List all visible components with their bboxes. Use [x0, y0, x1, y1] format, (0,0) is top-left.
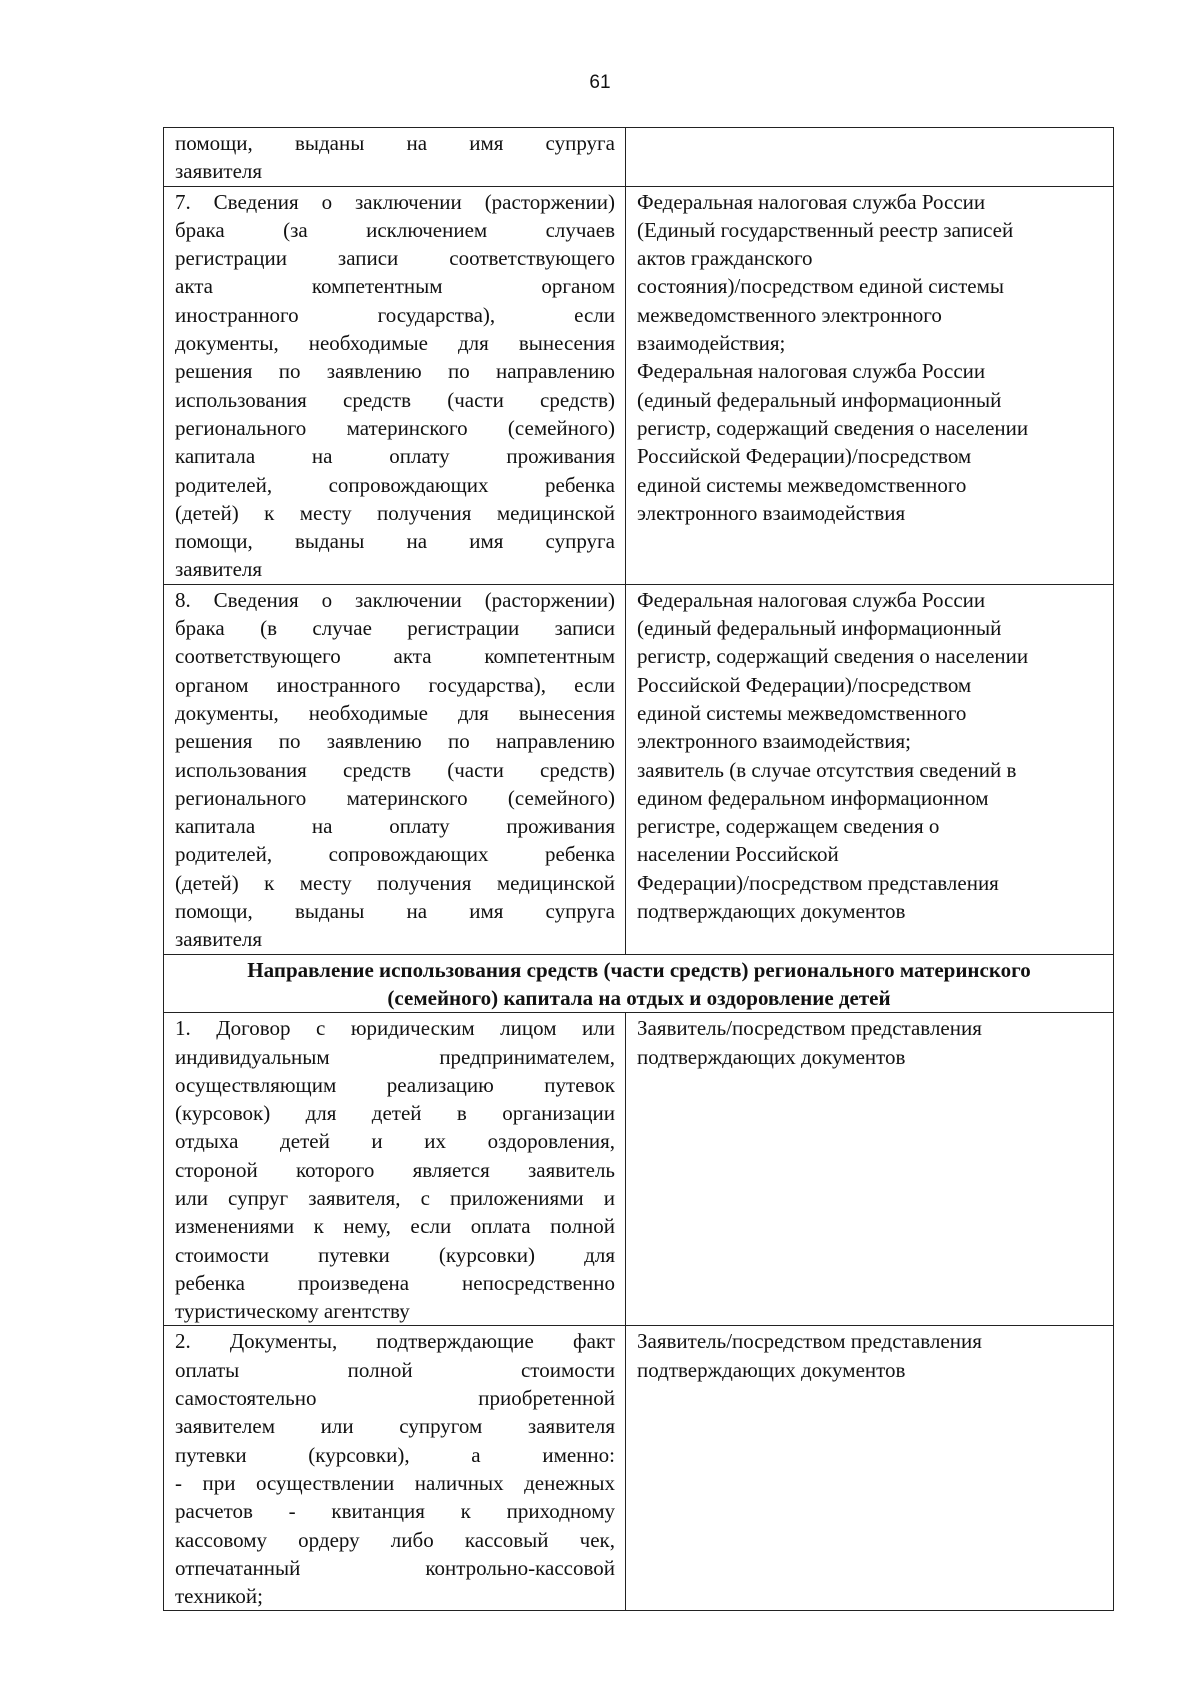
cell-text-line: заявителя — [175, 159, 263, 184]
table-row — [164, 1013, 1114, 1326]
cell-text-line: стоимости путевки (курсовки) для — [175, 1242, 615, 1267]
cell-text-line: Заявитель/посредством представления — [637, 1016, 982, 1041]
cell-text-line: стороной которого является заявитель — [175, 1157, 615, 1182]
cell-text-line: регистре, содержащем сведения о — [637, 814, 940, 839]
cell-text-line: документы, необходимые для вынесения — [175, 331, 615, 356]
cell-text-line: помощи, выданы на имя супруга — [175, 529, 615, 554]
cell-text-line: решения по заявлению по направлению — [175, 359, 615, 384]
cell-text-line: родителей, сопровождающих ребенка — [175, 842, 615, 867]
table-row — [164, 1326, 1114, 1611]
cell-text-line: подтверждающих документов — [637, 1044, 906, 1069]
cell-text-line: родителей, сопровождающих ребенка — [175, 472, 615, 497]
cell-text-line: (Единый государственный реестр записей — [637, 217, 1014, 242]
cell-text-line: - при осуществлении наличных денежных — [175, 1470, 615, 1495]
cell-text-line: регионального материнского (семейного) — [175, 785, 615, 810]
cell-text-line: соответствующего акта компетентным — [175, 644, 615, 669]
cell-text-line: Российской Федерации)/посредством — [637, 672, 972, 697]
cell-text-line: регионального материнского (семейного) — [175, 415, 615, 440]
cell-text-line: межведомственного электронного — [637, 302, 942, 327]
cell-text-line: индивидуальным предпринимателем, — [175, 1044, 615, 1069]
cell-text-line: актов гражданского — [637, 246, 813, 271]
document-source-cell — [626, 584, 1114, 954]
cell-text-line: отпечатанный контрольно-кассовой — [175, 1555, 615, 1580]
document-name-cell — [164, 186, 626, 584]
cell-text-line: единой системы межведомственного — [637, 700, 967, 725]
cell-text-line: едином федеральном информационном — [637, 785, 989, 810]
cell-text-line: использования средств (части средств) — [175, 387, 615, 412]
cell-text-line: населении Российской — [637, 842, 839, 867]
document-source-cell — [626, 1326, 1114, 1611]
documents-table — [163, 127, 1114, 1611]
cell-text-line: заявителя — [175, 927, 263, 952]
cell-text-line: (единый федеральный информационный — [637, 387, 1002, 412]
cell-text-line: ребенка произведена непосредственно — [175, 1270, 615, 1295]
cell-text-line: заявителя — [175, 557, 263, 582]
cell-text-line: кассовому ордеру либо кассовый чек, — [175, 1527, 615, 1552]
cell-text-line: брака (в случае регистрации записи — [175, 616, 615, 641]
cell-text-line: Федерации)/посредством представления — [637, 870, 999, 895]
cell-text-line: Федеральная налоговая служба России — [637, 189, 986, 214]
cell-text-line: капитала на оплату проживания — [175, 444, 615, 469]
cell-text-line: электронного взаимодействия; — [637, 729, 911, 754]
cell-text-line: акта компетентным органом — [175, 274, 615, 299]
cell-text-line: изменениями к нему, если оплата полной — [175, 1214, 615, 1239]
cell-text-line: техникой; — [175, 1584, 263, 1609]
cell-text-line: осуществляющим реализацию путевок — [175, 1072, 615, 1097]
cell-text-line: (детей) к месту получения медицинской — [175, 500, 615, 525]
document-source-cell — [626, 128, 1114, 187]
table-row — [164, 128, 1114, 187]
cell-text-line: Федеральная налоговая служба России — [637, 587, 986, 612]
document-name-cell — [164, 584, 626, 954]
cell-text-line: использования средств (части средств) — [175, 757, 615, 782]
cell-text-line: капитала на оплату проживания — [175, 814, 615, 839]
cell-text-line: (курсовок) для детей в организации — [175, 1101, 615, 1126]
cell-text-line: отдыха детей и их оздоровления, — [175, 1129, 615, 1154]
cell-text-line: Федеральная налоговая служба России — [637, 359, 986, 384]
cell-text-line: путевки (курсовки), а именно: — [175, 1442, 615, 1467]
cell-text-line: помощи, выданы на имя супруга — [175, 899, 615, 924]
cell-text-line: самостоятельно приобретенной — [175, 1386, 615, 1411]
cell-text-line: взаимодействия; — [637, 331, 786, 356]
section-heading-line: Направление использования средств (части средств) регионального материнского — [247, 957, 1031, 982]
cell-text-line: (единый федеральный информационный — [637, 616, 1002, 641]
cell-text-line: иностранного государства), если — [175, 302, 615, 327]
cell-text-line: заявителем или супругом заявителя — [175, 1414, 615, 1439]
section-heading — [164, 954, 1114, 1013]
document-name-cell — [164, 1326, 626, 1611]
cell-text-line: регистрации записи соответствующего — [175, 246, 615, 271]
cell-text-line: регистр, содержащий сведения о населении — [637, 644, 1029, 669]
cell-text-line: документы, необходимые для вынесения — [175, 700, 615, 725]
cell-text-line: 1. Договор с юридическим лицом или — [175, 1016, 615, 1041]
cell-text-line: туристическому агентству — [175, 1299, 410, 1324]
cell-text-line: 7. Сведения о заключении (расторжении) — [175, 189, 615, 214]
cell-text-line: расчетов - квитанция к приходному — [175, 1499, 615, 1524]
cell-text-line: помощи, выданы на имя супруга — [175, 131, 615, 155]
cell-text-line: подтверждающих документов — [637, 899, 906, 924]
cell-text-line: единой системы межведомственного — [637, 472, 967, 497]
document-source-cell — [626, 1013, 1114, 1326]
cell-text-line: состояния)/посредством единой системы — [637, 274, 1004, 299]
document-source-cell — [626, 186, 1114, 584]
cell-text-line: электронного взаимодействия — [637, 500, 906, 525]
cell-text-line: оплаты полной стоимости — [175, 1357, 615, 1382]
documents-table-body — [164, 128, 1114, 1611]
cell-text-line: заявитель (в случае отсутствия сведений в — [637, 757, 1017, 782]
cell-text-line: Российской Федерации)/посредством — [637, 444, 972, 469]
page-number: 61 — [589, 72, 611, 93]
cell-text-line: 8. Сведения о заключении (расторжении) — [175, 587, 615, 612]
cell-text-line: регистр, содержащий сведения о населении — [637, 415, 1029, 440]
document-name-cell — [164, 1013, 626, 1326]
section-heading-row — [164, 954, 1114, 1013]
table-row — [164, 584, 1114, 954]
cell-text-line: Заявитель/посредством представления — [637, 1329, 982, 1354]
section-heading-line: (семейного) капитала на отдых и оздоровление детей — [387, 985, 891, 1010]
document-name-cell — [164, 128, 626, 187]
cell-text-line: брака (за исключением случаев — [175, 217, 615, 242]
cell-text-line: 2. Документы, подтверждающие факт — [175, 1329, 615, 1354]
cell-text-line: или супруг заявителя, с приложениями и — [175, 1185, 615, 1210]
cell-text-line: (детей) к месту получения медицинской — [175, 870, 615, 895]
table-row — [164, 186, 1114, 584]
cell-text-line: подтверждающих документов — [637, 1357, 906, 1382]
cell-text-line: органом иностранного государства), если — [175, 672, 615, 697]
cell-text-line: решения по заявлению по направлению — [175, 729, 615, 754]
